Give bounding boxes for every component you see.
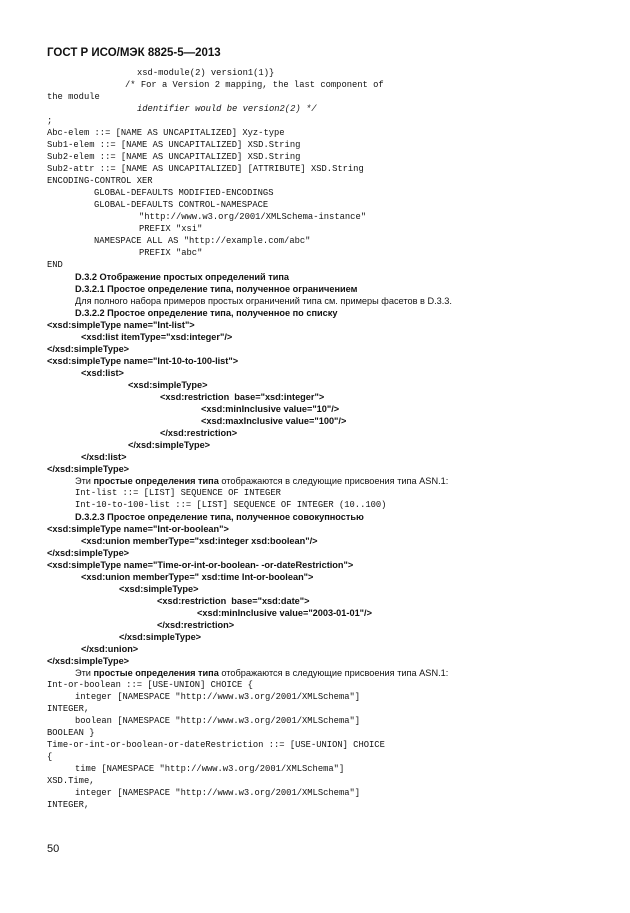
code-line: { xyxy=(47,752,53,762)
bold-line: <xsd:union memberType="xsd:integer xsd:boolean"/> xyxy=(81,536,318,546)
code-line: XSD.Time, xyxy=(47,776,95,786)
text-line: Для полного набора примеров простых ограничений типа см. примеры фасетов в D.3.3. xyxy=(75,296,452,306)
bold-line: <xsd:simpleType> xyxy=(119,584,199,594)
code-line: BOOLEAN } xyxy=(47,728,95,738)
code-line: GLOBAL-DEFAULTS MODIFIED-ENCODINGS xyxy=(94,188,274,198)
code-line: integer [NAMESPACE "http://www.w3.org/2001/XMLSchema"] xyxy=(75,788,361,798)
code-line: Sub2-attr ::= [NAME AS UNCAPITALIZED] [ATTRIBUTE] XSD.String xyxy=(47,164,364,174)
bold-line: D.3.2.2 Простое определение типа, полученное по списку xyxy=(75,308,338,318)
bold-line: <xsd:simpleType> xyxy=(128,380,208,390)
code-line: Int-list ::= [LIST] SEQUENCE OF INTEGER xyxy=(75,488,281,498)
code-line: INTEGER, xyxy=(47,704,90,714)
bold-line: </xsd:simpleType> xyxy=(47,464,130,474)
code-line: NAMESPACE ALL AS "http://example.com/abc" xyxy=(94,236,311,246)
bold-line: <xsd:simpleType name="Int-list"> xyxy=(47,320,195,330)
text-segment: отображаются в следующие присвоения типа ASN.1: xyxy=(218,476,449,486)
bold-line: <xsd:minInclusive value="10"/> xyxy=(201,404,340,414)
text-line xyxy=(47,475,607,487)
bold-line: <xsd:restriction base="xsd:date"> xyxy=(157,596,310,606)
code-line: Int-or-boolean ::= [USE-UNION] CHOICE { xyxy=(47,680,253,690)
code-line: identifier would be version2(2) */ xyxy=(137,104,317,114)
emphasized-term: простые определения типа xyxy=(93,668,219,678)
emphasized-term: простые определения типа xyxy=(93,476,219,486)
code-line: /* For a Version 2 mapping, the last component of xyxy=(125,80,384,90)
bold-line: <xsd:simpleType name="Int-10-to-100-list"> xyxy=(47,356,239,366)
bold-line: D.3.2.1 Простое определение типа, полученное ограничением xyxy=(75,284,358,294)
bold-line: <xsd:union memberType=" xsd:time Int-or-boolean"> xyxy=(81,572,314,582)
code-line: "http://www.w3.org/2001/XMLSchema-instance" xyxy=(139,212,366,222)
bold-line: <xsd:minInclusive value="2003-01-01"/> xyxy=(197,608,372,618)
code-line: END xyxy=(47,260,63,270)
text-segment: отображаются в следующие присвоения типа ASN.1: xyxy=(218,668,449,678)
bold-line: </xsd:simpleType> xyxy=(47,656,130,666)
code-line: ; xyxy=(47,116,53,126)
bold-line: <xsd:maxInclusive value="100"/> xyxy=(201,416,347,426)
bold-line: <xsd:restriction base="xsd:integer"> xyxy=(160,392,325,402)
code-line: xsd-module(2) version1(1)} xyxy=(137,68,275,78)
text-segment: Эти xyxy=(75,668,94,678)
page-header-title: ГОСТ Р ИСО/МЭК 8825-5—2013 xyxy=(47,47,221,59)
code-line: the module xyxy=(47,92,100,102)
code-line: Int-10-to-100-list ::= [LIST] SEQUENCE OF INTEGER (10..100) xyxy=(75,500,387,510)
bold-line: D.3.2.3 Простое определение типа, полученное совокупностью xyxy=(75,512,364,522)
bold-line: </xsd:restriction> xyxy=(157,620,235,630)
code-line: PREFIX "xsi" xyxy=(139,224,203,234)
code-line: time [NAMESPACE "http://www.w3.org/2001/XMLSchema"] xyxy=(75,764,345,774)
bold-line: </xsd:restriction> xyxy=(160,428,238,438)
bold-line: <xsd:list itemType="xsd:integer"/> xyxy=(81,332,233,342)
text-segment: Эти xyxy=(75,476,94,486)
bold-line: </xsd:list> xyxy=(81,452,127,462)
code-line: Sub1-elem ::= [NAME AS UNCAPITALIZED] XSD.String xyxy=(47,140,301,150)
code-line: ENCODING-CONTROL XER xyxy=(47,176,153,186)
bold-line: </xsd:simpleType> xyxy=(47,344,130,354)
text-line xyxy=(47,667,607,679)
bold-line: </xsd:simpleType> xyxy=(119,632,202,642)
bold-line: </xsd:simpleType> xyxy=(128,440,211,450)
bold-line: D.3.2 Отображение простых определений типа xyxy=(75,272,290,282)
bold-line: </xsd:union> xyxy=(81,644,139,654)
code-line: INTEGER, xyxy=(47,800,90,810)
code-line: Sub2-elem ::= [NAME AS UNCAPITALIZED] XSD.String xyxy=(47,152,301,162)
document-body xyxy=(47,67,607,811)
page-number: 50 xyxy=(47,843,60,855)
code-line: Time-or-int-or-boolean-or-dateRestriction ::= [USE-UNION] CHOICE xyxy=(47,740,385,750)
code-line: integer [NAMESPACE "http://www.w3.org/2001/XMLSchema"] xyxy=(75,692,361,702)
code-line: PREFIX "abc" xyxy=(139,248,203,258)
bold-line: </xsd:simpleType> xyxy=(47,548,130,558)
code-line: boolean [NAMESPACE "http://www.w3.org/2001/XMLSchema"] xyxy=(75,716,361,726)
bold-line: <xsd:list> xyxy=(81,368,124,378)
bold-line: <xsd:simpleType name="Time-or-int-or-boolean- -or-dateRestriction"> xyxy=(47,560,354,570)
code-line: Abc-elem ::= [NAME AS UNCAPITALIZED] Xyz-type xyxy=(47,128,285,138)
bold-line: <xsd:simpleType name="Int-or-boolean"> xyxy=(47,524,229,534)
code-line: GLOBAL-DEFAULTS CONTROL-NAMESPACE xyxy=(94,200,269,210)
